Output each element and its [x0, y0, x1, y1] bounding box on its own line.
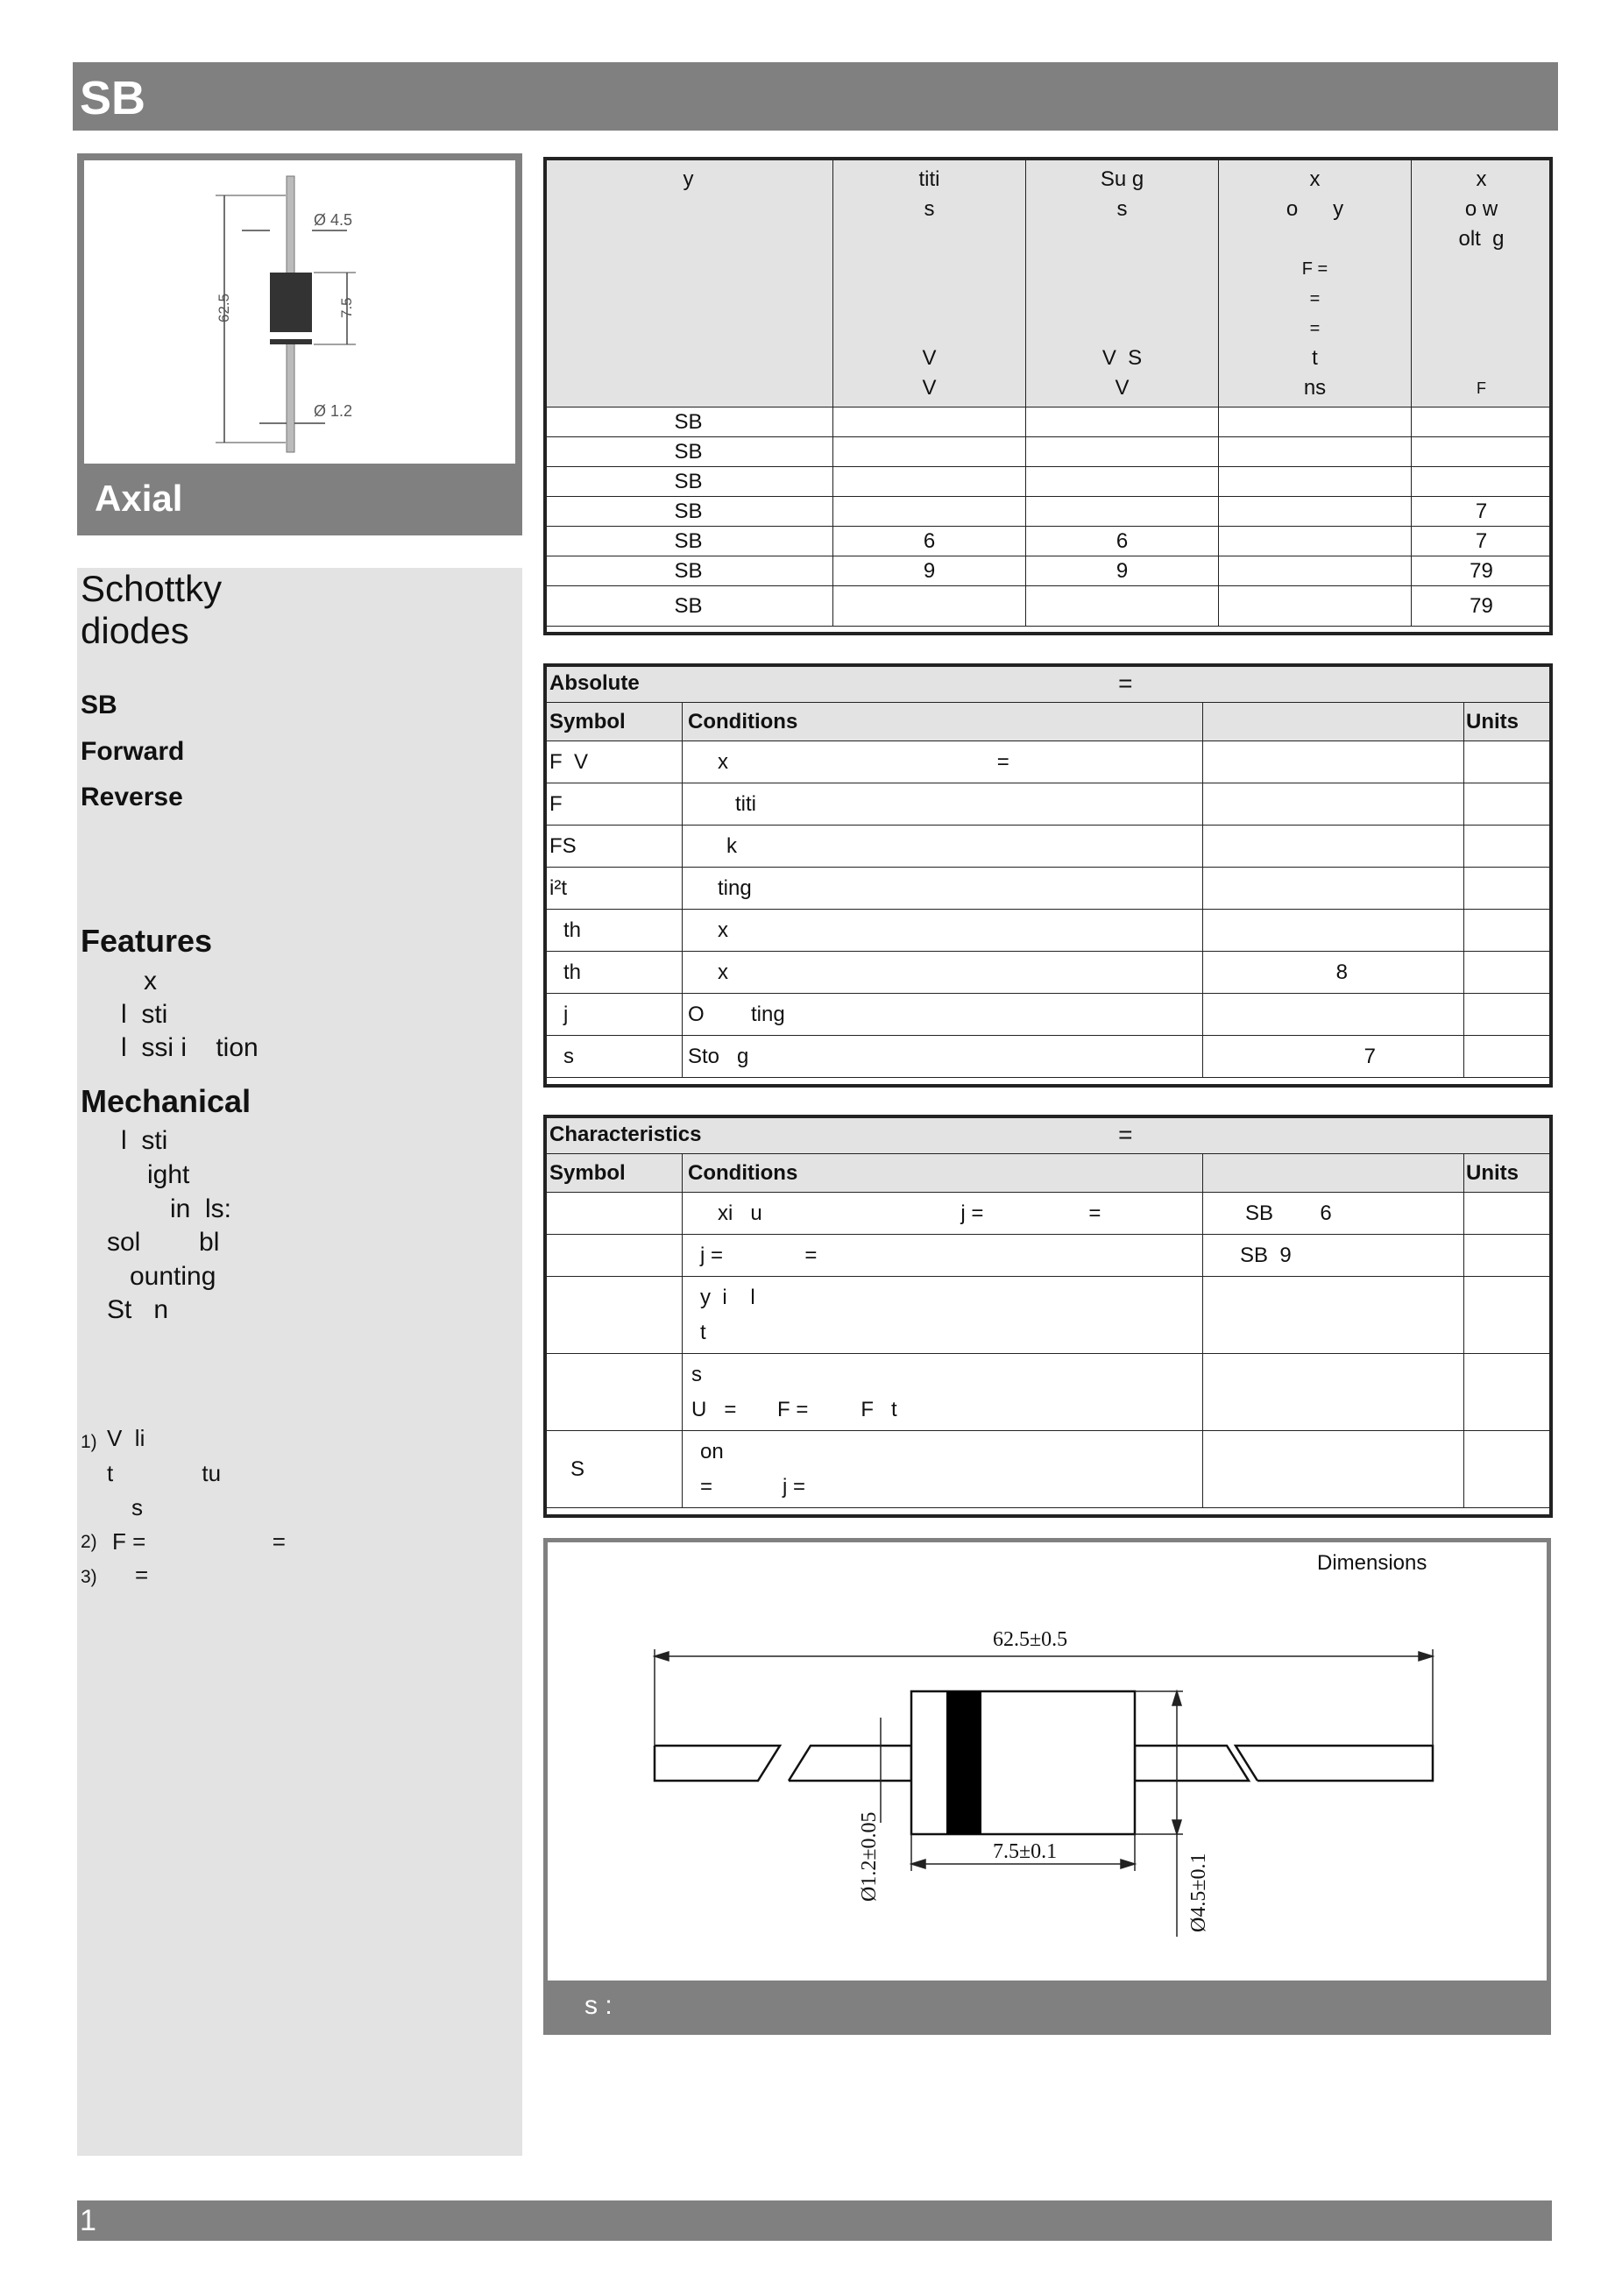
reverse-label: Reverse — [81, 783, 183, 811]
forward-label: Forward — [81, 737, 185, 766]
table-row: SB 6 6 7 — [544, 527, 1552, 556]
dimensions-footer — [548, 1981, 1547, 2030]
dim-body-length: 7.5 — [338, 297, 355, 318]
table-row: th x — [544, 910, 1552, 952]
absolute-ratings-table — [543, 663, 1552, 1078]
table-title: Absolute — [544, 664, 683, 703]
features-heading: Features — [81, 923, 213, 959]
table-row: j = = SB 9 — [544, 1235, 1552, 1277]
note-text: V li — [107, 1425, 145, 1451]
dim-lead-dia-label: Ø1.2±0.05 — [858, 1811, 881, 1902]
mechanical-item: sol bl — [107, 1228, 220, 1257]
selection-table — [543, 157, 1552, 627]
dimensions-title: Dimensions — [1317, 1551, 1427, 1575]
table-row: th x 8 — [544, 952, 1552, 994]
product-title-line2: diodes — [81, 610, 189, 651]
page-number: 1 — [80, 2204, 96, 2237]
table-row: j O ting — [544, 994, 1552, 1036]
selection-header-row — [544, 158, 1552, 407]
table-row: F V x = — [544, 741, 1552, 783]
table-row: SB 79 — [544, 586, 1552, 627]
table-row: SB — [544, 407, 1552, 437]
table-row: F titi — [544, 783, 1552, 826]
table-row: S on = j = — [544, 1431, 1552, 1508]
selection-header-cell: x o w olt g F — [1412, 158, 1552, 407]
table-header-row: Symbol Conditions Units — [544, 703, 1552, 741]
selection-header-cell: y — [544, 158, 833, 407]
mechanical-item: St n — [107, 1295, 169, 1324]
table-title: Characteristics — [544, 1116, 683, 1154]
mechanical-item: l sti — [121, 1126, 168, 1155]
feature-item: l ssi i tion — [121, 1033, 259, 1062]
footer-bar — [77, 2200, 1552, 2241]
table-row: FS k — [544, 826, 1552, 868]
feature-item: x — [144, 967, 157, 996]
product-title-line1: Schottky — [81, 568, 223, 609]
table-row: SB — [544, 437, 1552, 467]
table-row: s U = F = F t — [544, 1354, 1552, 1431]
table-row: y i l t — [544, 1277, 1552, 1354]
diode-outline-icon — [84, 160, 515, 464]
selection-header-cell: titi s V V — [833, 158, 1026, 407]
table-row: SB 7 — [544, 497, 1552, 527]
dim-body-dia-label: Ø4.5±0.1 — [1187, 1853, 1210, 1932]
characteristics-table — [543, 1115, 1552, 1508]
table-title-row: Absolute = — [544, 664, 1552, 703]
header-bar — [73, 62, 1558, 131]
table-title-row: Characteristics = — [544, 1116, 1552, 1154]
dim-body-dia: Ø 4.5 — [314, 211, 353, 229]
note-text: t tu — [107, 1460, 222, 1486]
mechanical-heading: Mechanical — [81, 1083, 251, 1119]
package-drawing — [84, 160, 515, 464]
dim-body-length-label: 7.5±0.1 — [993, 1840, 1058, 1863]
selection-header-cell: x o y F = = = t ns — [1219, 158, 1412, 407]
page-title: SB — [80, 72, 146, 124]
table-row: i²t ting — [544, 868, 1552, 910]
mechanical-item: ight — [147, 1160, 190, 1189]
dim-lead-dia: Ø 1.2 — [314, 402, 353, 420]
dimensions-footer-text: s : — [584, 1991, 613, 2020]
dim-total-length: 62.5 — [216, 293, 232, 322]
dimension-drawing-icon — [548, 1542, 1547, 1981]
note-text: F = = — [112, 1528, 286, 1555]
note-text: = — [135, 1562, 149, 1588]
note-number: 1) — [81, 1432, 97, 1452]
table-row: SB — [544, 467, 1552, 497]
table-row: SB 9 9 79 — [544, 556, 1552, 586]
mechanical-item: ounting — [130, 1262, 216, 1291]
dimensions-box — [543, 1538, 1551, 2035]
table-header-row: Symbol Conditions Units — [544, 1154, 1552, 1193]
left-info-panel — [77, 568, 522, 2156]
table-row: xi u j = = SB 6 — [544, 1193, 1552, 1235]
table-row: s Sto g 7 — [544, 1036, 1552, 1078]
package-label: Axial — [95, 478, 183, 519]
mechanical-item: in ls: — [170, 1194, 232, 1223]
note-text: s — [131, 1494, 143, 1520]
dim-total-length-label: 62.5±0.5 — [993, 1628, 1068, 1651]
selection-header-cell: Su g s V S V — [1026, 158, 1219, 407]
part-number: SB — [81, 691, 117, 719]
note-number: 2) — [81, 1532, 97, 1552]
note-number: 3) — [81, 1567, 97, 1587]
feature-item: l sti — [121, 1000, 168, 1029]
